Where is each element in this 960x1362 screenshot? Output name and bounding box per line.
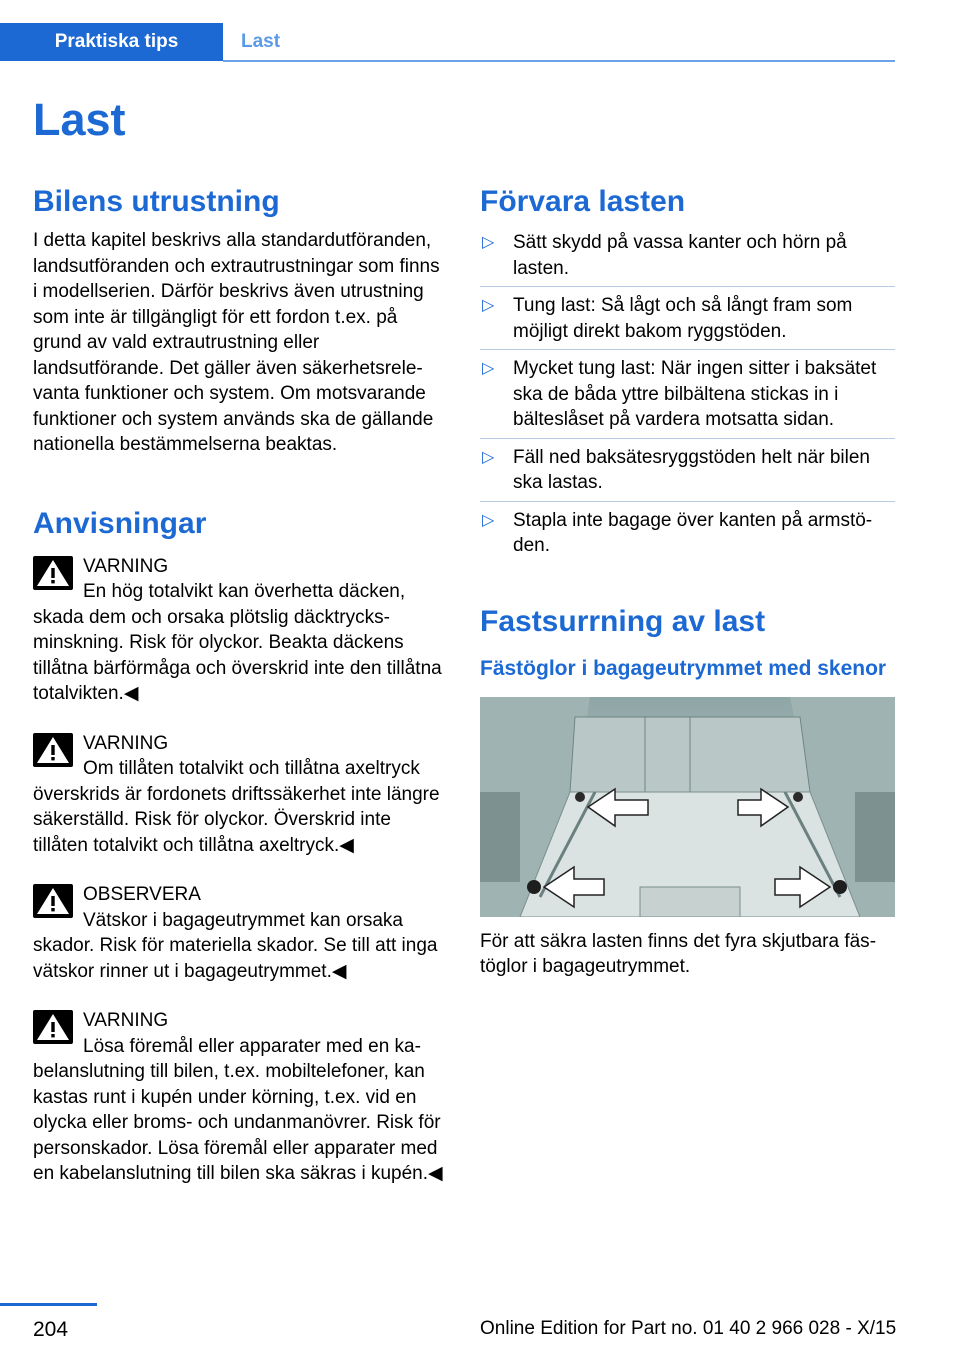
left-column [33,182,445,1187]
warning-text: Vätskor i bagageutrymmet kan orsaka skador. Risk för materiella skador. Se till att inga vätskor rinner ut i bagageutrymmet.◀ [33,909,438,982]
warning-text: Om tillåten totalvikt och tillåtna axeltryck överskrids är fordonets driftssäkerhet inte längre säkerställd. Risk för olyckor. Överskrid inte tillåten totalvikt och tillåtna axeltryck.◀ [33,758,440,856]
warning-label: OBSERVERA [83,884,201,905]
subheading-eyes: Fästöglor i bagageutrymmet med skenor [480,656,887,680]
list-item: ▷ Stapla inte bagage över kanten på armstöden. [482,509,873,556]
warning-label: VARNING [83,1010,169,1031]
heading-equipment: Bilens utrustning [33,185,280,218]
triangle-bullet-icon: ▷ [482,297,495,314]
warning-text: En hög totalvikt kan överhetta däcken, skada dem och orsaka plötslig däcktrycksminskning. Risk för olyckor. Beakta däckens tillåtna bärförmåga och överskrid inte den tillåtna totalvikten.◀ [33,581,442,704]
warning-block [33,554,445,707]
footer-divider [0,1303,97,1306]
tab-section[interactable]: Praktiska tips [0,23,223,61]
heading-instructions: Anvisningar [33,506,207,540]
warning-text: Lösa föremål eller apparater med en kabelanslutning till bilen, t.ex. mobiltelefoner, kan kastas runt i kupén under körning, t.ex. vid en olycka eller broms- och undanmanövrer. Risk för personskador. Lösa föremål eller apparater med en kabelanslutning till bilen ska säkras i kupén.◀ [33,1035,443,1184]
list-item: ▷ Fäll ned baksätesryggstöden helt när bilen ska lastas. [480,445,895,502]
storage-list [480,230,895,564]
warning-label: VARNING [83,555,169,577]
triangle-bullet-icon: ▷ [482,511,495,529]
warning-triangle-icon [33,884,73,918]
warning-triangle-icon [33,733,73,767]
warning-block [33,1008,445,1187]
warning-block [33,731,445,859]
list-item: ▷ Sätt skydd på vassa kanter och hörn på lasten. [480,230,895,287]
triangle-bullet-icon: ▷ [482,360,495,377]
list-item: ▷ Mycket tung last: När ingen sitter i baksätet ska de båda yttre bilbältena stickas in i bälteslåset på vardera motsatta sidan. [480,356,895,439]
list-item: ▷ Tung last: Så lågt och så långt fram som möjligt direkt bakom ryggstöden. [480,293,895,350]
heading-lashing: Fastsurrning av last [480,604,766,638]
equipment-text: I detta kapitel beskrivs alla standardutföranden, landsutföranden och extrautrustningar som finns i modellserien. Därför beskrivs även utrustning som inte är tillgängligt för ett fordon t.ex. på grund av vald extrautrustning eller landsutförande. Det gäller även säkerhetsrelevanta funktioner och system. Om motsvarande funktioner och system används ska de gällande nationella bestämmelserna beaktas. [33,230,440,455]
header-bar [0,23,895,61]
warning-block [33,882,445,984]
triangle-bullet-icon: ▷ [482,448,495,466]
edition-info: Online Edition for Part no. 01 40 2 966 028 - X/15 [480,1318,897,1339]
header-divider [223,60,895,62]
warning-triangle-icon [33,556,73,590]
tab-current[interactable]: Last [241,31,281,52]
right-column [480,182,895,980]
page-number: 204 [33,1318,69,1341]
triangle-bullet-icon: ▷ [482,234,495,251]
heading-storage: Förvara lasten [480,185,686,218]
page-title: Last [33,94,126,145]
warning-triangle-icon [33,1010,73,1044]
photo-caption: För att säkra lasten finns det fyra skjutbara fästöglor i bagageutrymmet. [480,930,877,977]
warning-label: VARNING [83,732,169,754]
cargo-area-photo [480,697,895,917]
